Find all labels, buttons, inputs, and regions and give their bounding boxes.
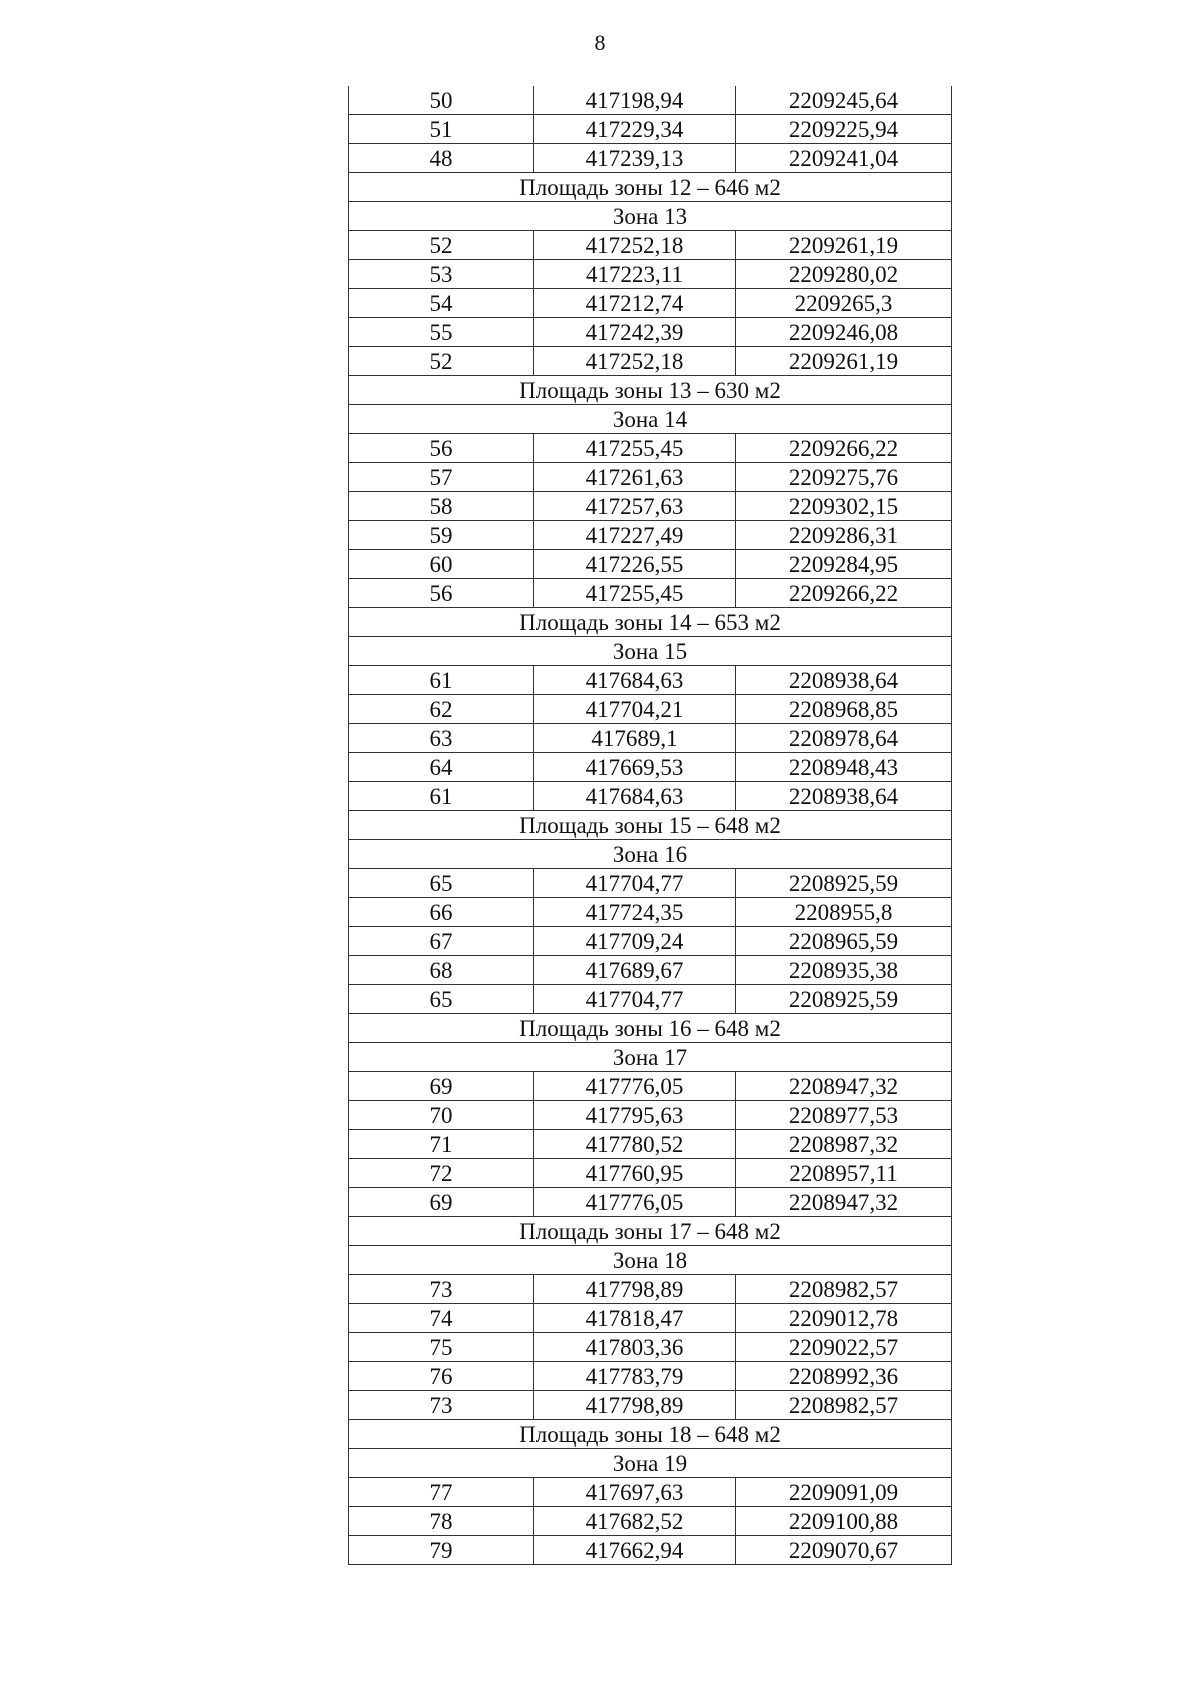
table-row (349, 289, 952, 318)
table-row (349, 782, 952, 811)
table-row (349, 492, 952, 521)
point-number-cell: 62 (349, 695, 534, 724)
table-row (349, 86, 952, 115)
y-coordinate-cell: 2209266,22 (736, 579, 952, 608)
zone-area-text: Площадь зоны 17 – 648 м2 (349, 1217, 952, 1246)
y-coordinate-cell: 2209261,19 (736, 347, 952, 376)
x-coordinate-cell: 417724,35 (534, 898, 736, 927)
zone-title: Зона 19 (349, 1449, 952, 1478)
x-coordinate-cell: 417669,53 (534, 753, 736, 782)
y-coordinate-cell: 2208925,59 (736, 985, 952, 1014)
point-number-cell: 78 (349, 1507, 534, 1536)
point-number-cell: 69 (349, 1188, 534, 1217)
y-coordinate-cell: 2209302,15 (736, 492, 952, 521)
zone-area-row (349, 811, 952, 840)
point-number-cell: 59 (349, 521, 534, 550)
point-number-cell: 73 (349, 1391, 534, 1420)
y-coordinate-cell: 2209245,64 (736, 86, 952, 115)
zone-header-row (349, 1449, 952, 1478)
y-coordinate-cell: 2209265,3 (736, 289, 952, 318)
point-number-cell: 55 (349, 318, 534, 347)
point-number-cell: 57 (349, 463, 534, 492)
table-row (349, 985, 952, 1014)
point-number-cell: 48 (349, 144, 534, 173)
x-coordinate-cell: 417212,74 (534, 289, 736, 318)
table-row (349, 1536, 952, 1565)
y-coordinate-cell: 2209286,31 (736, 521, 952, 550)
table-row (349, 521, 952, 550)
zone-header-row (349, 637, 952, 666)
zone-header-row (349, 840, 952, 869)
point-number-cell: 65 (349, 869, 534, 898)
point-number-cell: 76 (349, 1362, 534, 1391)
y-coordinate-cell: 2208987,32 (736, 1130, 952, 1159)
table-row (349, 260, 952, 289)
x-coordinate-cell: 417255,45 (534, 579, 736, 608)
x-coordinate-cell: 417697,63 (534, 1478, 736, 1507)
y-coordinate-cell: 2209100,88 (736, 1507, 952, 1536)
table-row (349, 1391, 952, 1420)
x-coordinate-cell: 417223,11 (534, 260, 736, 289)
x-coordinate-cell: 417252,18 (534, 231, 736, 260)
point-number-cell: 65 (349, 985, 534, 1014)
point-number-cell: 71 (349, 1130, 534, 1159)
x-coordinate-cell: 417684,63 (534, 782, 736, 811)
y-coordinate-cell: 2208925,59 (736, 869, 952, 898)
x-coordinate-cell: 417684,63 (534, 666, 736, 695)
table-row (349, 869, 952, 898)
y-coordinate-cell: 2208938,64 (736, 782, 952, 811)
point-number-cell: 75 (349, 1333, 534, 1362)
y-coordinate-cell: 2208957,11 (736, 1159, 952, 1188)
page-number: 8 (594, 30, 606, 55)
table-row (349, 753, 952, 782)
zone-title: Зона 14 (349, 405, 952, 434)
zone-title: Зона 15 (349, 637, 952, 666)
x-coordinate-cell: 417760,95 (534, 1159, 736, 1188)
y-coordinate-cell: 2209280,02 (736, 260, 952, 289)
point-number-cell: 67 (349, 927, 534, 956)
x-coordinate-cell: 417704,77 (534, 985, 736, 1014)
table-row (349, 695, 952, 724)
table-row (349, 898, 952, 927)
point-number-cell: 74 (349, 1304, 534, 1333)
y-coordinate-cell: 2209261,19 (736, 231, 952, 260)
point-number-cell: 69 (349, 1072, 534, 1101)
y-coordinate-cell: 2208947,32 (736, 1072, 952, 1101)
point-number-cell: 79 (349, 1536, 534, 1565)
y-coordinate-cell: 2208978,64 (736, 724, 952, 753)
zone-area-row (349, 1217, 952, 1246)
zone-area-text: Площадь зоны 16 – 648 м2 (349, 1014, 952, 1043)
zone-header-row (349, 1246, 952, 1275)
table-row (349, 724, 952, 753)
table-row (349, 927, 952, 956)
zone-area-row (349, 1014, 952, 1043)
point-number-cell: 77 (349, 1478, 534, 1507)
table-row (349, 1478, 952, 1507)
x-coordinate-cell: 417261,63 (534, 463, 736, 492)
point-number-cell: 61 (349, 782, 534, 811)
y-coordinate-cell: 2208948,43 (736, 753, 952, 782)
point-number-cell: 58 (349, 492, 534, 521)
y-coordinate-cell: 2209246,08 (736, 318, 952, 347)
y-coordinate-cell: 2208938,64 (736, 666, 952, 695)
table-row (349, 579, 952, 608)
x-coordinate-cell: 417242,39 (534, 318, 736, 347)
x-coordinate-cell: 417803,36 (534, 1333, 736, 1362)
zone-area-text: Площадь зоны 15 – 648 м2 (349, 811, 952, 840)
table-row (349, 1130, 952, 1159)
x-coordinate-cell: 417689,1 (534, 724, 736, 753)
zone-title: Зона 17 (349, 1043, 952, 1072)
zone-area-text: Площадь зоны 12 – 646 м2 (349, 173, 952, 202)
table-row (349, 434, 952, 463)
x-coordinate-cell: 417783,79 (534, 1362, 736, 1391)
y-coordinate-cell: 2208982,57 (736, 1391, 952, 1420)
x-coordinate-cell: 417704,21 (534, 695, 736, 724)
zone-area-row (349, 608, 952, 637)
table-row (349, 115, 952, 144)
x-coordinate-cell: 417780,52 (534, 1130, 736, 1159)
x-coordinate-cell: 417252,18 (534, 347, 736, 376)
point-number-cell: 56 (349, 434, 534, 463)
table-row (349, 144, 952, 173)
table-row (349, 666, 952, 695)
x-coordinate-cell: 417704,77 (534, 869, 736, 898)
table-row (349, 1304, 952, 1333)
x-coordinate-cell: 417776,05 (534, 1188, 736, 1217)
zone-header-row (349, 405, 952, 434)
x-coordinate-cell: 417795,63 (534, 1101, 736, 1130)
point-number-cell: 56 (349, 579, 534, 608)
table-row (349, 231, 952, 260)
coordinates-table (348, 86, 952, 1565)
x-coordinate-cell: 417709,24 (534, 927, 736, 956)
point-number-cell: 66 (349, 898, 534, 927)
zone-area-row (349, 173, 952, 202)
point-number-cell: 68 (349, 956, 534, 985)
point-number-cell: 61 (349, 666, 534, 695)
point-number-cell: 64 (349, 753, 534, 782)
x-coordinate-cell: 417682,52 (534, 1507, 736, 1536)
table-row (349, 318, 952, 347)
y-coordinate-cell: 2208982,57 (736, 1275, 952, 1304)
point-number-cell: 72 (349, 1159, 534, 1188)
point-number-cell: 54 (349, 289, 534, 318)
x-coordinate-cell: 417798,89 (534, 1275, 736, 1304)
y-coordinate-cell: 2208977,53 (736, 1101, 952, 1130)
table-row (349, 1159, 952, 1188)
y-coordinate-cell: 2209241,04 (736, 144, 952, 173)
y-coordinate-cell: 2208968,85 (736, 695, 952, 724)
table-row (349, 463, 952, 492)
x-coordinate-cell: 417798,89 (534, 1391, 736, 1420)
point-number-cell: 70 (349, 1101, 534, 1130)
y-coordinate-cell: 2209012,78 (736, 1304, 952, 1333)
zone-area-text: Площадь зоны 18 – 648 м2 (349, 1420, 952, 1449)
y-coordinate-cell: 2208992,36 (736, 1362, 952, 1391)
zone-title: Зона 13 (349, 202, 952, 231)
table-row (349, 1101, 952, 1130)
x-coordinate-cell: 417255,45 (534, 434, 736, 463)
zone-title: Зона 18 (349, 1246, 952, 1275)
y-coordinate-cell: 2209070,67 (736, 1536, 952, 1565)
table-row (349, 347, 952, 376)
y-coordinate-cell: 2208955,8 (736, 898, 952, 927)
x-coordinate-cell: 417226,55 (534, 550, 736, 579)
zone-area-text: Площадь зоны 14 – 653 м2 (349, 608, 952, 637)
x-coordinate-cell: 417229,34 (534, 115, 736, 144)
y-coordinate-cell: 2209091,09 (736, 1478, 952, 1507)
y-coordinate-cell: 2209275,76 (736, 463, 952, 492)
table-row (349, 956, 952, 985)
y-coordinate-cell: 2209284,95 (736, 550, 952, 579)
zone-header-row (349, 202, 952, 231)
x-coordinate-cell: 417689,67 (534, 956, 736, 985)
table-row (349, 1507, 952, 1536)
zone-area-text: Площадь зоны 13 – 630 м2 (349, 376, 952, 405)
table-row (349, 1333, 952, 1362)
table-row (349, 1275, 952, 1304)
y-coordinate-cell: 2209225,94 (736, 115, 952, 144)
table-row (349, 1188, 952, 1217)
point-number-cell: 73 (349, 1275, 534, 1304)
zone-area-row (349, 1420, 952, 1449)
x-coordinate-cell: 417257,63 (534, 492, 736, 521)
point-number-cell: 51 (349, 115, 534, 144)
x-coordinate-cell: 417662,94 (534, 1536, 736, 1565)
point-number-cell: 52 (349, 231, 534, 260)
zone-header-row (349, 1043, 952, 1072)
y-coordinate-cell: 2208935,38 (736, 956, 952, 985)
zone-title: Зона 16 (349, 840, 952, 869)
y-coordinate-cell: 2208947,32 (736, 1188, 952, 1217)
x-coordinate-cell: 417818,47 (534, 1304, 736, 1333)
y-coordinate-cell: 2209022,57 (736, 1333, 952, 1362)
x-coordinate-cell: 417198,94 (534, 86, 736, 115)
x-coordinate-cell: 417239,13 (534, 144, 736, 173)
y-coordinate-cell: 2208965,59 (736, 927, 952, 956)
zone-area-row (349, 376, 952, 405)
point-number-cell: 50 (349, 86, 534, 115)
point-number-cell: 60 (349, 550, 534, 579)
point-number-cell: 52 (349, 347, 534, 376)
table-row (349, 1362, 952, 1391)
table-row (349, 1072, 952, 1101)
table-row (349, 550, 952, 579)
y-coordinate-cell: 2209266,22 (736, 434, 952, 463)
coordinates-table-body (349, 86, 952, 1565)
point-number-cell: 63 (349, 724, 534, 753)
x-coordinate-cell: 417227,49 (534, 521, 736, 550)
x-coordinate-cell: 417776,05 (534, 1072, 736, 1101)
point-number-cell: 53 (349, 260, 534, 289)
